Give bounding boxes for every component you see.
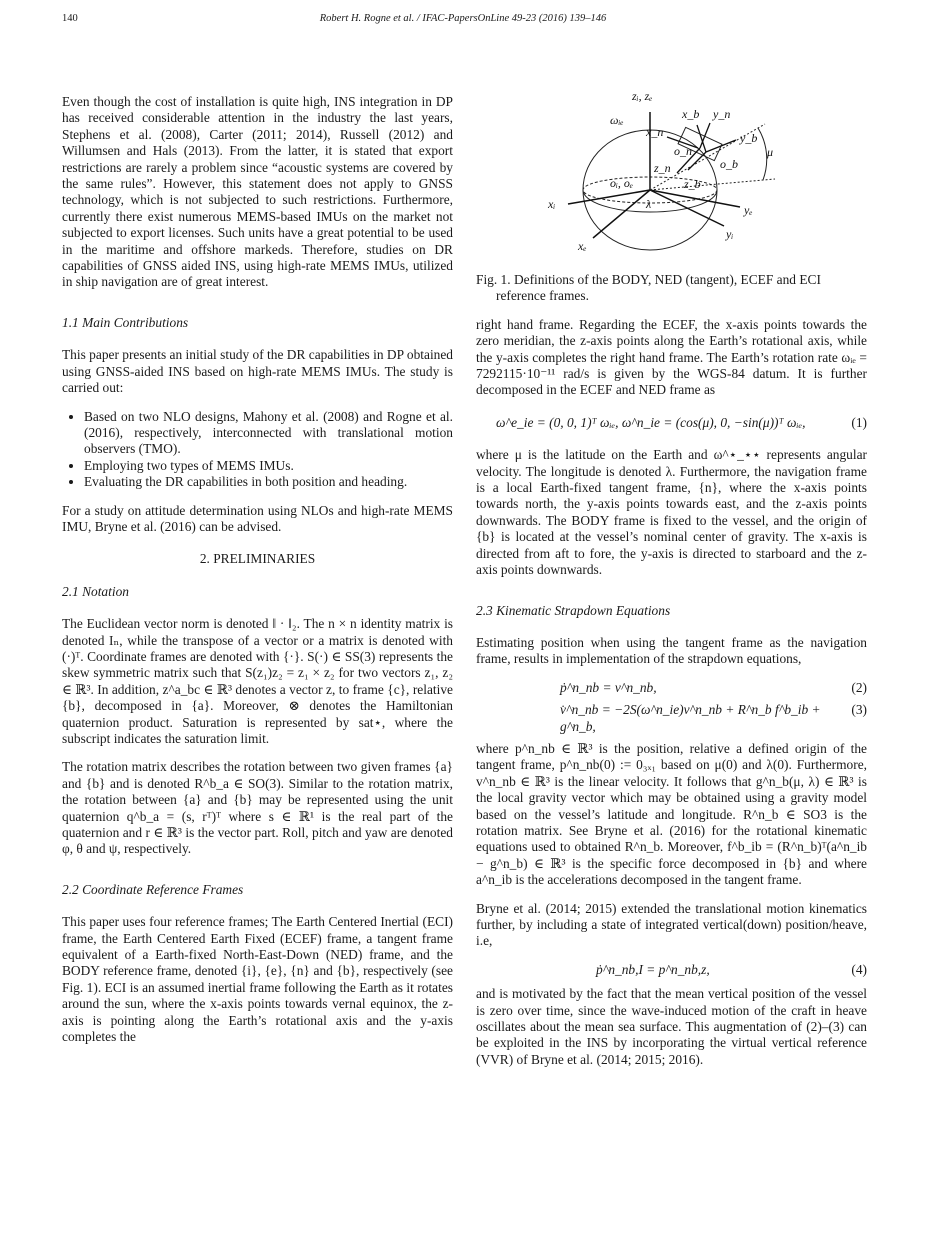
figure-label: ωᵢₑ	[610, 113, 624, 127]
section-heading: 2.2 Coordinate Reference Frames	[62, 881, 244, 897]
equation-body: ṗ^n_nb = v^n_nb,	[560, 679, 657, 695]
figure-label: xᵢ	[548, 197, 556, 211]
list-item: • Evaluating the DR capabilities in both position and heading.	[84, 474, 453, 490]
left-column	[62, 94, 453, 1046]
paragraph: where p^n_nb ∈ ℝ³ is the position, relative a defined origin of the tangent frame, p^n_nb(0) := 0₃ₓ₁ based on μ(0) and λ(0). Furthermore, v^n_nb ∈ ℝ³ is the linear velocity. It follows that g^n_b(μ, λ) ∈ ℝ³ is the local gravity vector which may be obtained using a gravity model based on the vessel’s latitude and longitude. R^n_b ∈ SO3 is the rotation matrix. See Bryne et al. (2016) for the rotational kinematic equations used to obtained R^n_b. Moreover, f^b_ib = (R^n_b)ᵀ(a^n_ib − g^n_b) ∈ ℝ³ is the specific force decomposed in {b} and where a^n_ib is the accelerations decomposed in the tangent frame.	[476, 740, 867, 888]
equation-number: (3)	[851, 702, 867, 718]
figure-label: z_b	[684, 177, 701, 191]
figure-label: x_n	[646, 125, 664, 139]
figure-label: z_n	[654, 161, 671, 175]
equation-number: (4)	[851, 961, 867, 977]
paragraph: and is motivated by the fact that the mean vertical position of the vessel is zero over time, since the wave-induced motion of the craft in heave oscillates about the mean sea surface. This augmentation of (2)–(3) can be exploited in the INS by incorporating the virtual vertical reference (VVR) of Bryne et al. (2014; 2015; 2016).	[476, 986, 867, 1067]
equation-number: (1)	[851, 414, 867, 430]
paragraph: For a study on attitude determination using NLOs and high-rate MEMS IMU, Bryne et al. (2016) can be advised.	[62, 502, 453, 534]
equation-2	[476, 680, 867, 696]
equation-4	[476, 962, 867, 978]
list-item: • Based on two NLO designs, Mahony et al. (2008) and Rogne et al. (2016), respectively, interconnected with translational motion observers (TMO).	[84, 409, 453, 458]
figure-label: o_b	[720, 157, 738, 171]
paragraph: where μ is the latitude on the Earth and ω^⋆_⋆⋆ represents angular velocity. The longitude is denoted λ. Furthermore, the navigation frame is a local Earth-fixed tangent frame, {n}, where the x-axis points towards north, the y-axis points towards east, and the z-axis points downwards. The BODY frame is fixed to the vessel, and the origin of {b} is located at the vessel’s nominal center of gravity. The x-axis is directed from aft to fore, the y-axis is directed to starboard and the z-axis points downwards.	[476, 447, 867, 578]
running-title: Robert H. Rogne et al. / IFAC-PapersOnLine 49-23 (2016) 139–146	[319, 13, 607, 24]
equation-body: v̇^n_nb = −2S(ω^n_ie)v^n_nb + R^n_b f^b_ib + g^n_b,	[560, 702, 821, 734]
equation-number: (2)	[851, 679, 867, 695]
equation-body: ṗ^n_nb,I = p^n_nb,z,	[596, 961, 710, 977]
list-item: • Employing two types of MEMS IMUs.	[84, 458, 453, 474]
figure-label: yₑ	[744, 203, 753, 217]
figure-label: y_n	[713, 107, 731, 121]
paragraph: right hand frame. Regarding the ECEF, the x-axis points towards the zero meridian, the z-axis points along the Earth’s rotational axis, while the y-axis completes the right hand frame. The Earth’s rotation rate ωᵢₑ = 7292115·10⁻¹¹ rad/s is given by the WGS-84 datum. It is further decomposed in the ECEF and NED frame as	[476, 316, 867, 398]
paragraph: Even though the cost of installation is quite high, INS integration in DP has received considerable attention in the industry the last years, Stephens et al. (2008), Carter (2011; 2014), Russell (2012) and Willumsen and Hals (2013). From the latter, it is stated that export restrictions are rarely a problem since “acoustic systems are covered by the same rules”. However, this statement does not apply to GNSS technology, which is not subjected to such restrictions. Furthermore, currently there exist numerous MEMS-based IMUs on the market not subjected to export licenses. Such units have a great potential to be used in the maritime and offshore markeds. Therefore, studies on DR capabilities of GNSS aided INS, using high-rate MEMS IMUs, utilized in ship navigation are of great interest.	[62, 94, 453, 290]
right-column	[476, 80, 867, 1068]
figure-label: zᵢ, zₑ	[632, 89, 653, 103]
section-heading: 1.1 Main Contributions	[62, 314, 189, 330]
paragraph: The rotation matrix describes the rotation between two given frames {a} and {b} and is denoted R^b_a ∈ SO(3). Similar to the rotation matrix, the rotation between {a} and {b} may be represented using the unit quaternion q^b_a = (s, rᵀ)ᵀ where s ∈ ℝ¹ is the real part of the quaternion and r ∈ ℝ³ is the vector part. Roll, pitch and yaw are denoted φ, θ and ψ, respectively.	[62, 759, 453, 857]
figure-label: o_n	[674, 144, 692, 158]
contribution-list	[62, 409, 453, 491]
figure-label: x_b	[682, 107, 700, 121]
section-heading: 2.3 Kinematic Strapdown Equations	[476, 602, 671, 618]
figure-label: μ	[767, 145, 774, 159]
figure-label: yᵢ	[726, 227, 734, 241]
equation-body: ω^e_ie = (0, 0, 1)ᵀ ωᵢₑ, ω^n_ie = (cos(μ), 0, −sin(μ))ᵀ ωᵢₑ,	[496, 414, 806, 430]
paragraph: This paper presents an initial study of the DR capabilities in DP obtained using GNSS-aided INS based on high-rate MEMS IMUs. The study is carried out:	[62, 347, 453, 396]
section-heading: 2. PRELIMINARIES	[199, 551, 316, 567]
figure-label: λ	[646, 197, 652, 211]
reference-frames-figure	[470, 80, 810, 260]
paragraph: Bryne et al. (2014; 2015) extended the translational motion kinematics further, by including a state of integrated vertical(down) position/heave, i.e,	[476, 900, 867, 949]
figure-label: oᵢ, oₑ	[610, 176, 634, 190]
paragraph: The Euclidean vector norm is denoted ‖ · ‖₂. The n × n identity matrix is denoted Iₙ, while the transpose of a vector or a matrix is denoted with (·)ᵀ. Coordinate frames are denoted with {·}. S(·) ∈ SS(3) represents the skew symmetric matrix such that S(z₁)z₂ = z₁ × z₂ for two vectors z₁, z₂ ∈ ℝ³. In addition, z^a_bc ∈ ℝ³ denotes a vector z, to frame {c}, relative {b}, decomposed in {a}. Moreover, ⊗ denotes the Hamiltonian quaternion product. Saturation is represented by sat⋆, where the subscript indicates the saturation limit.	[62, 616, 453, 746]
section-heading: 2.1 Notation	[62, 583, 129, 599]
equation-3	[476, 702, 867, 735]
figure-label: y_b	[740, 131, 758, 145]
paragraph: Estimating position when using the tangent frame as the navigation frame, results in implementation of the strapdown equations,	[476, 634, 867, 667]
figure-label: xₑ	[578, 239, 587, 253]
paragraph: This paper uses four reference frames; The Earth Centered Inertial (ECI) frame, the Earth Centered Earth Fixed (ECEF) frame, a tangent frame equivalent of a Earth-fixed North-East-Down (NED) frame, and the BODY reference frame, denoted {i}, {e}, {n} and {b}, respectively (see Fig. 1). ECI is an assumed inertial frame following the Earth as it rotates around the sun, where the x-axis points towards vernal equinox, the z-axis is pointing along the Earth’s rotational axis and the y-axis completes the	[62, 914, 453, 1045]
figure-caption: Fig. 1. Definitions of the BODY, NED (tangent), ECEF and ECI reference frames.	[476, 272, 821, 304]
equation-1	[476, 415, 867, 431]
page-number: 140	[62, 13, 78, 24]
